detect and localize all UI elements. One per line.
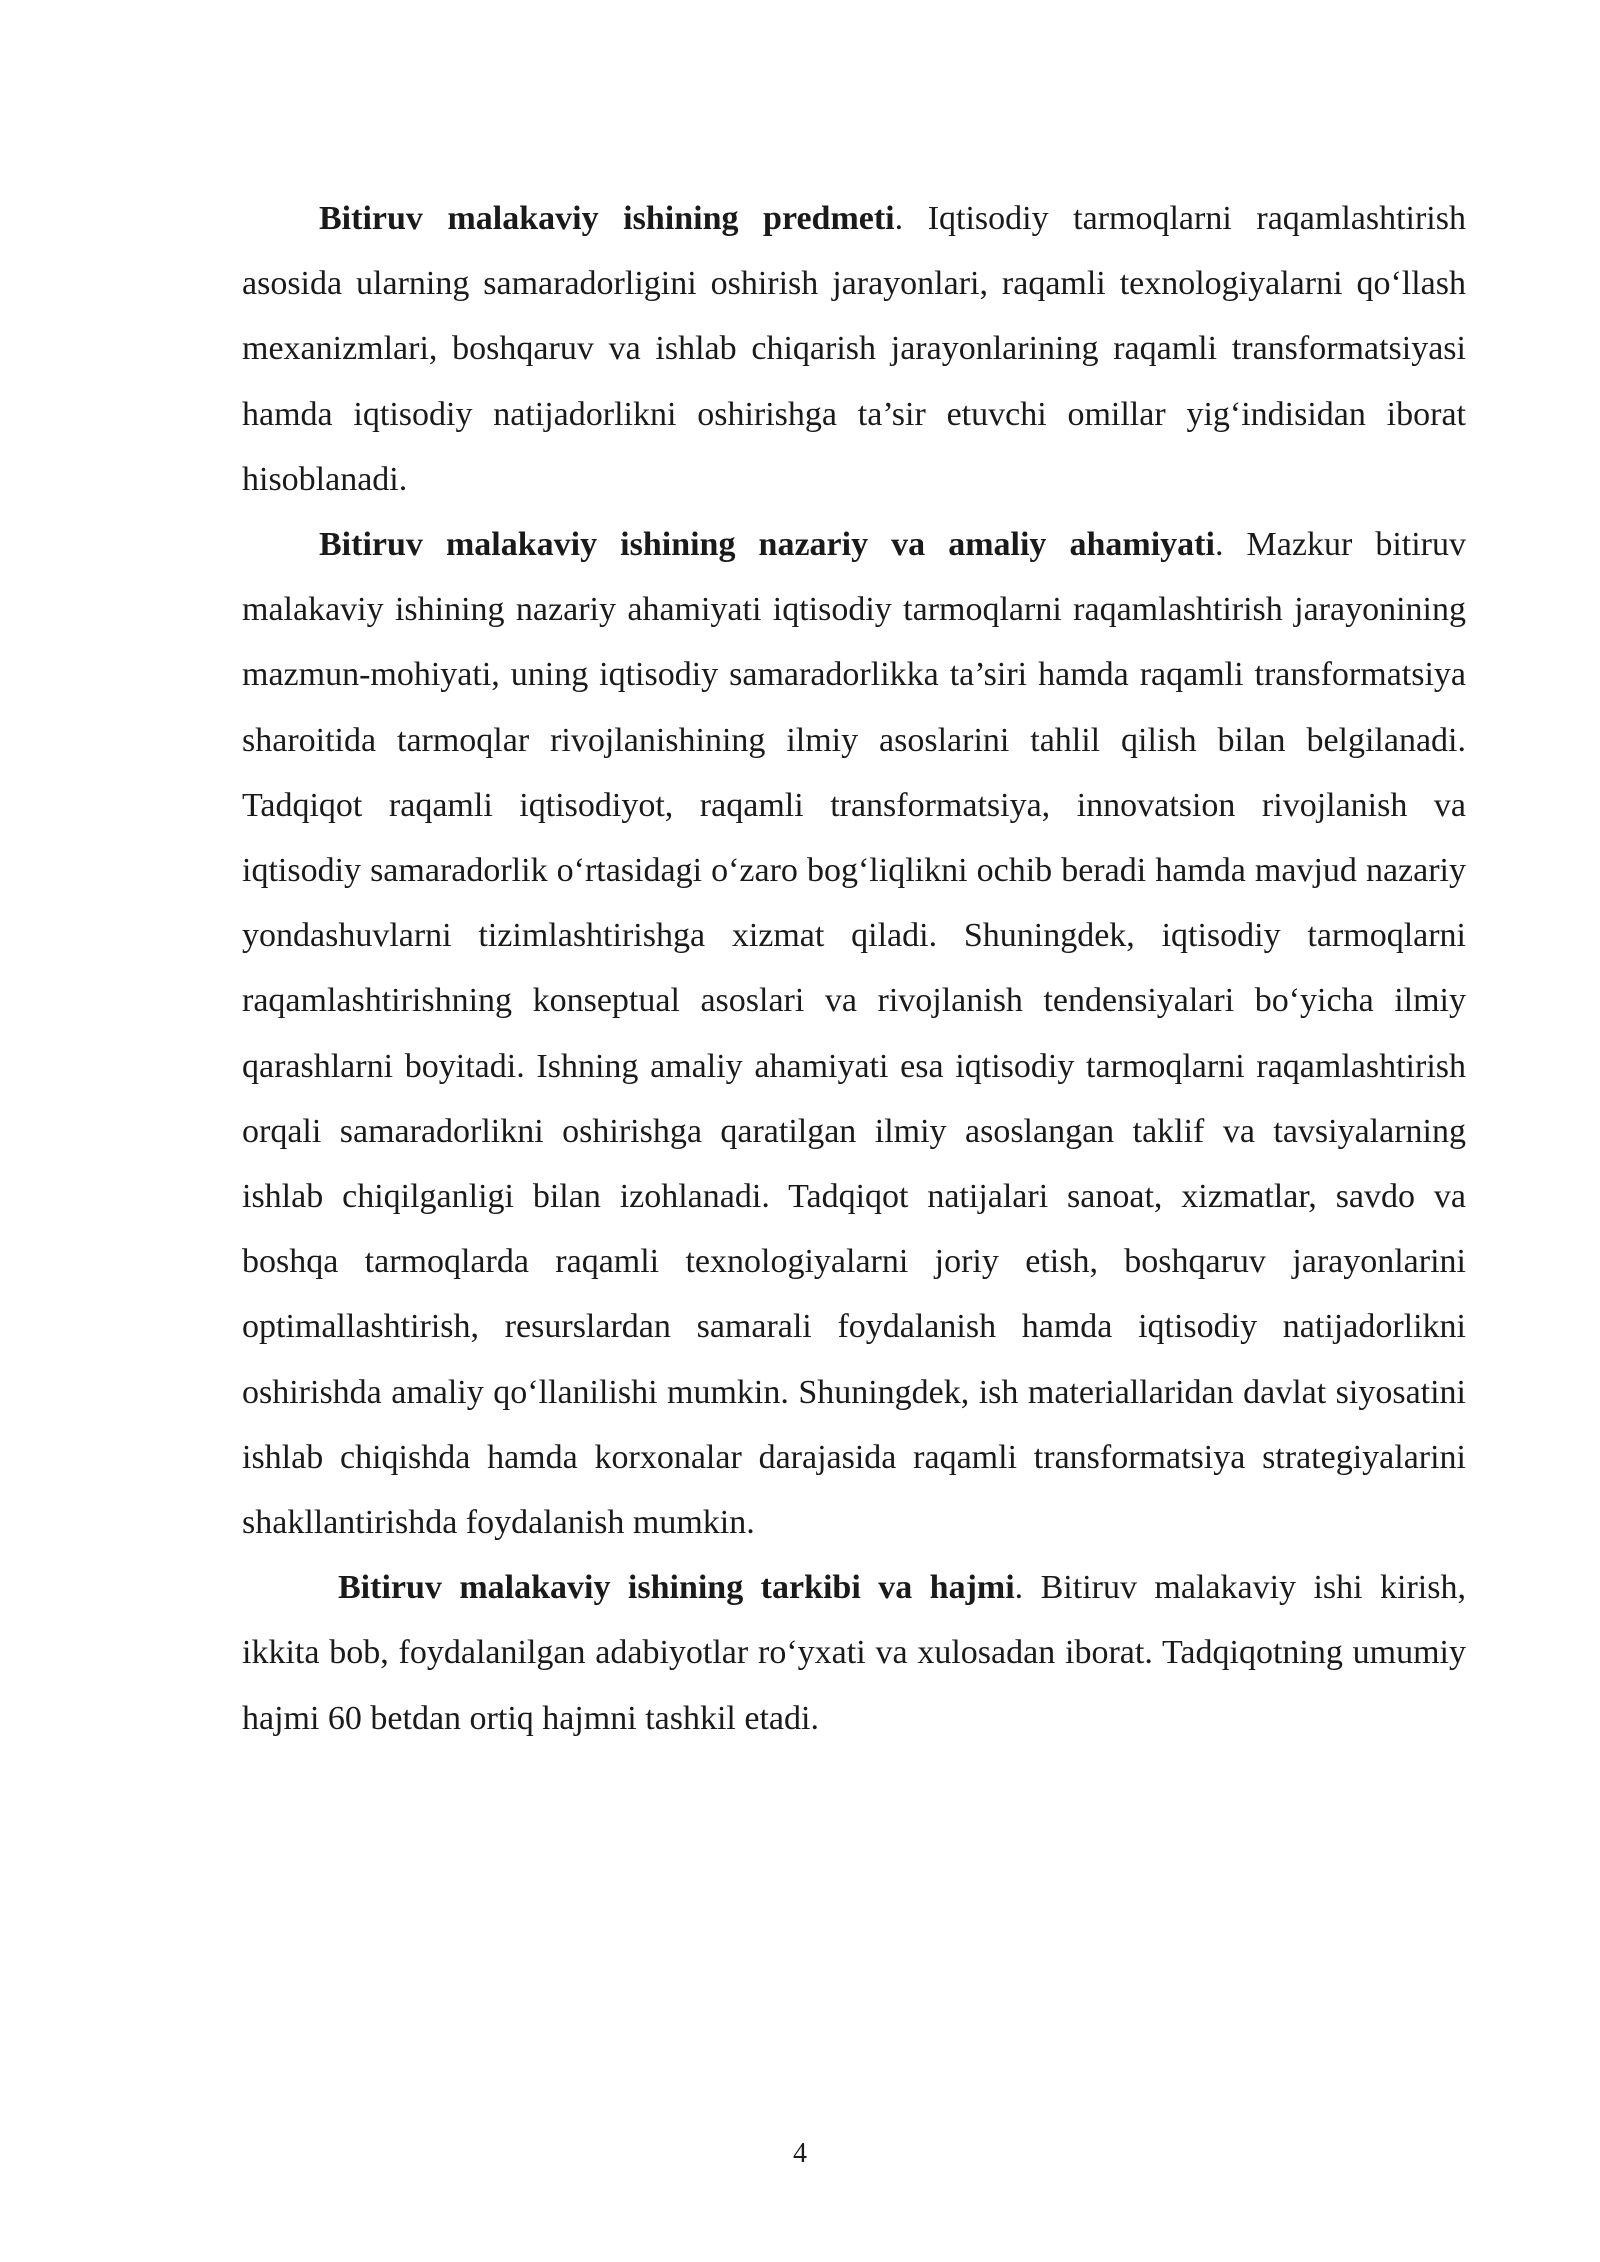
- paragraph-heading: Bitiruv malakaviy ishining nazariy va amaliy ahamiyati: [319, 526, 1215, 564]
- page-body: [242, 186, 1466, 1751]
- paragraph-text: . Iqtisodiy tarmoqlarni raqamlashtirish asosida ularning samaradorligini oshirish jarayonlari, raqamli texnologiyalarni qo‘llash mexanizmlari, boshqaruv va ishlab chiqarish jarayonlarining raqamli transformatsiyasi hamda iqtisodiy natijadorlikni oshirishga ta’sir etuvchi omillar yig‘indisidan iborat hisoblanadi.: [242, 200, 1466, 498]
- paragraph-heading: Bitiruv malakaviy ishining predmeti: [319, 200, 895, 237]
- page-number: 4: [793, 2138, 807, 2169]
- paragraph-text: . Bitiruv malakaviy ishi kirish, ikkita bob, foydalanilgan adabiyotlar ro‘yxati va xulosadan iborat. Tadqiqotning umumiy hajmi 60 betdan ortiq hajmni tashkil etadi.: [242, 1569, 1466, 1737]
- paragraph-significance: [242, 512, 1466, 1555]
- paragraph-heading: Bitiruv malakaviy ishining tarkibi va hajmi: [338, 1569, 1015, 1607]
- paragraph-text: . Mazkur bitiruv malakaviy ishining nazariy ahamiyati iqtisodiy tarmoqlarni raqamlashtirish jarayonining mazmun-mohiyati, uning iqtisodiy samaradorlikka ta’siri hamda raqamli transformatsiya sharoitida tarmoqlar rivojlanishining ilmiy asoslarini tahlil qilish bilan belgilanadi. Tadqiqot raqamli iqtisodiyot, raqamli transformatsiya, innovatsion rivojlanish va iqtisodiy samaradorlik o‘rtasidagi o‘zaro bog‘liqlikni ochib beradi hamda mavjud nazariy yondashuvlarni tizimlashtirishga xizmat qiladi. Shuningdek, iqtisodiy tarmoqlarni raqamlashtirishning konseptual asoslari va rivojlanish tendensiyalari bo‘yicha ilmiy qarashlarni boyitadi. Ishning amaliy ahamiyati esa iqtisodiy tarmoqlarni raqamlashtirish orqali samaradorlikni oshirishga qaratilgan ilmiy asoslangan taklif va tavsiyalarning ishlab chiqilganligi bilan izohlanadi. Tadqiqot natijalari sanoat, xizmatlar, savdo va boshqa tarmoqlarda raqamli texnologiyalarni joriy etish, boshqaruv jarayonlarini optimallashtirish, resurslardan samarali foydalanish hamda iqtisodiy natijadorlikni oshirishda amaliy qo‘llanilishi mumkin. Shuningdek, ish materiallaridan davlat siyosatini ishlab chiqishda hamda korxonalar darajasida raqamli transformatsiya strategiyalarini shakllantirishda foydalanish mumkin.: [242, 526, 1466, 1542]
- paragraph-subject: [242, 186, 1466, 512]
- paragraph-structure: [242, 1555, 1466, 1751]
